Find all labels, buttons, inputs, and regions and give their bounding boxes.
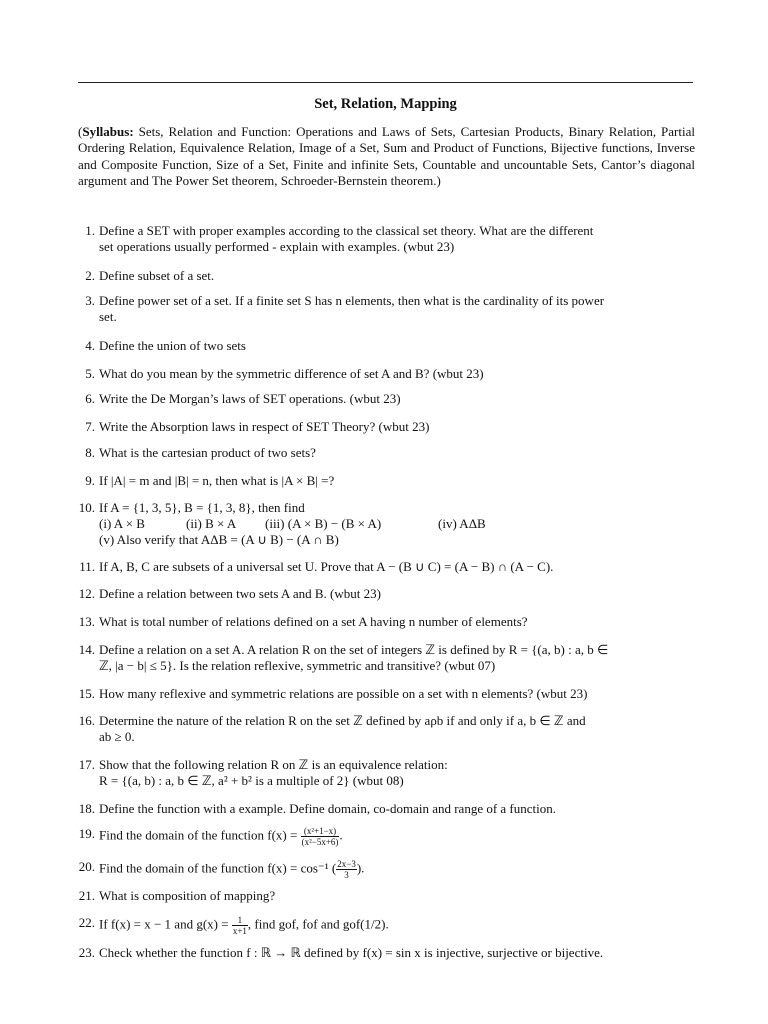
question-line: Define a SET with proper examples according to the classical set theory. What are the different [99, 223, 594, 238]
question-prefix: Find the domain of the function f(x) = cos⁻¹ ( [99, 860, 337, 876]
question-parts [99, 516, 695, 532]
question-line: Define the function with a example. Define domain, co-domain and range of a function. [99, 801, 557, 816]
question-prefix: Find the domain of the function f(x) = [99, 827, 301, 843]
question-text [99, 338, 695, 354]
question-number: 16. [78, 713, 95, 728]
fraction-numerator: 1 [232, 915, 248, 926]
question-line [99, 915, 695, 936]
question-number: 17. [78, 757, 95, 772]
question-line: What is the cartesian product of two sets? [99, 445, 316, 460]
question-line: What is composition of mapping? [99, 888, 276, 903]
question-number: 3. [85, 293, 95, 308]
fraction-denominator: (x²−5x+6) [301, 837, 339, 847]
question-text [99, 268, 695, 284]
question-line [99, 826, 695, 847]
question-text [99, 859, 695, 880]
question-line [99, 859, 695, 880]
question-number: 22. [78, 915, 95, 930]
page-title: Set, Relation, Mapping [314, 96, 457, 112]
fraction [301, 826, 343, 847]
question-line: Determine the nature of the relation R on the set ℤ defined by aρb if and only if a, b ∈ ℤ and [99, 713, 586, 728]
question-number: 6. [85, 391, 95, 406]
question-number: 21. [78, 888, 95, 903]
question-line: If |A| = m and |B| = n, then what is |A × B| =? [99, 473, 335, 488]
syllabus-paragraph [78, 124, 695, 189]
question-number: 13. [78, 614, 95, 629]
question-text [99, 445, 695, 461]
question-line: How many reflexive and symmetric relations are possible on a set with n elements? (wbut 23) [99, 686, 588, 701]
question-part: (iii) (A × B) − (B × A) [265, 516, 382, 532]
question-suffix: ). [356, 860, 365, 876]
question-suffix: . [339, 827, 343, 843]
question-line: Define a relation between two sets A and B. (wbut 23) [99, 586, 381, 601]
question-text [99, 223, 695, 256]
question-text [99, 945, 695, 961]
question-line: Define subset of a set. [99, 268, 215, 283]
question-prefix: If f(x) = x − 1 and g(x) = [99, 916, 232, 932]
fraction-denominator: x+1 [232, 926, 247, 936]
question-number: 19. [78, 826, 95, 841]
question-number: 7. [85, 419, 95, 434]
fraction-denominator: 3 [344, 870, 349, 880]
question-line: ℤ, |a − b| ≤ 5}. Is the relation reflexive, symmetric and transitive? (wbut 07) [99, 658, 496, 674]
question-number: 10. [78, 500, 95, 515]
question-text [99, 293, 695, 326]
question-text [99, 366, 695, 382]
question-line: Check whether the function f : ℝ → ℝ defined by f(x) = sin x is injective, surjective or bijective. [99, 945, 604, 960]
question-number: 9. [85, 473, 95, 488]
question-text [99, 559, 695, 575]
question-text [99, 713, 695, 746]
question-text [99, 826, 695, 847]
question-text [99, 614, 695, 630]
question-text [99, 757, 695, 790]
question-line: Define the union of two sets [99, 338, 246, 353]
question-line: R = {(a, b) : a, b ∈ ℤ, a² + b² is a multiple of 2} (wbut 08) [99, 773, 404, 789]
question-part: (i) A × B [99, 516, 145, 532]
question-line: Define a relation on a set A. A relation R on the set of integers ℤ is defined by R = {(a, b) : a, b ∈ [99, 642, 609, 657]
top-rule [78, 82, 693, 83]
syllabus-open-paren: ( [78, 124, 83, 139]
question-line: set operations usually performed - explain with examples. (wbut 23) [99, 239, 455, 255]
question-line: ab ≥ 0. [99, 729, 135, 745]
question-line: What is total number of relations defined on a set A having n number of elements? [99, 614, 528, 629]
question-number: 8. [85, 445, 95, 460]
question-text [99, 642, 695, 675]
question-line: If A = {1, 3, 5}, B = {1, 3, 8}, then find [99, 500, 305, 515]
fraction-numerator: 2x−3 [337, 859, 356, 869]
question-number: 18. [78, 801, 95, 816]
fraction [336, 859, 357, 880]
question-line: What do you mean by the symmetric difference of set A and B? (wbut 23) [99, 366, 484, 381]
question-line: If A, B, C are subsets of a universal set U. Prove that A − (B ∪ C) = (A − B) ∩ (A − C). [99, 559, 554, 574]
question-text [99, 500, 695, 549]
question-line: (v) Also verify that AΔB = (A ∪ B) − (A ∩ B) [99, 532, 339, 548]
question-number: 23. [78, 945, 95, 960]
syllabus-text: Sets, Relation and Function: Operations and Laws of Sets, Cartesian Products, Binary Relation, Partial Ordering Relation, Equivalence Relation, Image of a Set, Sum and Product of Functions, Bijective functions, Inverse and Composite Function, Size of a Set, Finite and infinite Sets, Countable and uncountable Sets, Cantor’s diagonal argument and The Power Set theorem, Schroeder-Bernstein theorem.) [78, 124, 695, 188]
question-line: set. [99, 309, 117, 325]
question-text [99, 391, 695, 407]
question-line: Define power set of a set. If a finite set S has n elements, then what is the cardinality of its power [99, 293, 605, 308]
question-number: 1. [85, 223, 95, 238]
question-text [99, 473, 695, 489]
fraction-numerator: (x²+1−x) [301, 826, 340, 837]
question-number: 5. [85, 366, 95, 381]
question-part: (iv) AΔB [438, 516, 486, 532]
question-number: 15. [78, 686, 95, 701]
question-number: 4. [85, 338, 95, 353]
question-number: 14. [78, 642, 95, 657]
question-line: Show that the following relation R on ℤ is an equivalence relation: [99, 757, 448, 772]
question-number: 11. [79, 559, 95, 574]
question-text [99, 586, 695, 602]
question-number: 2. [85, 268, 95, 283]
question-text [99, 888, 695, 904]
fraction [232, 915, 248, 936]
question-text [99, 419, 695, 435]
question-text [99, 686, 695, 702]
question-suffix: , find gof, fof and gof(1/2). [247, 916, 389, 932]
question-line: Write the Absorption laws in respect of SET Theory? (wbut 23) [99, 419, 430, 434]
syllabus-label: Syllabus: [82, 124, 134, 139]
question-line: Write the De Morgan’s laws of SET operations. (wbut 23) [99, 391, 401, 406]
question-number: 12. [78, 586, 95, 601]
question-part: (ii) B × A [186, 516, 237, 532]
question-text [99, 915, 695, 936]
question-number: 20. [78, 859, 95, 874]
question-text [99, 801, 695, 817]
